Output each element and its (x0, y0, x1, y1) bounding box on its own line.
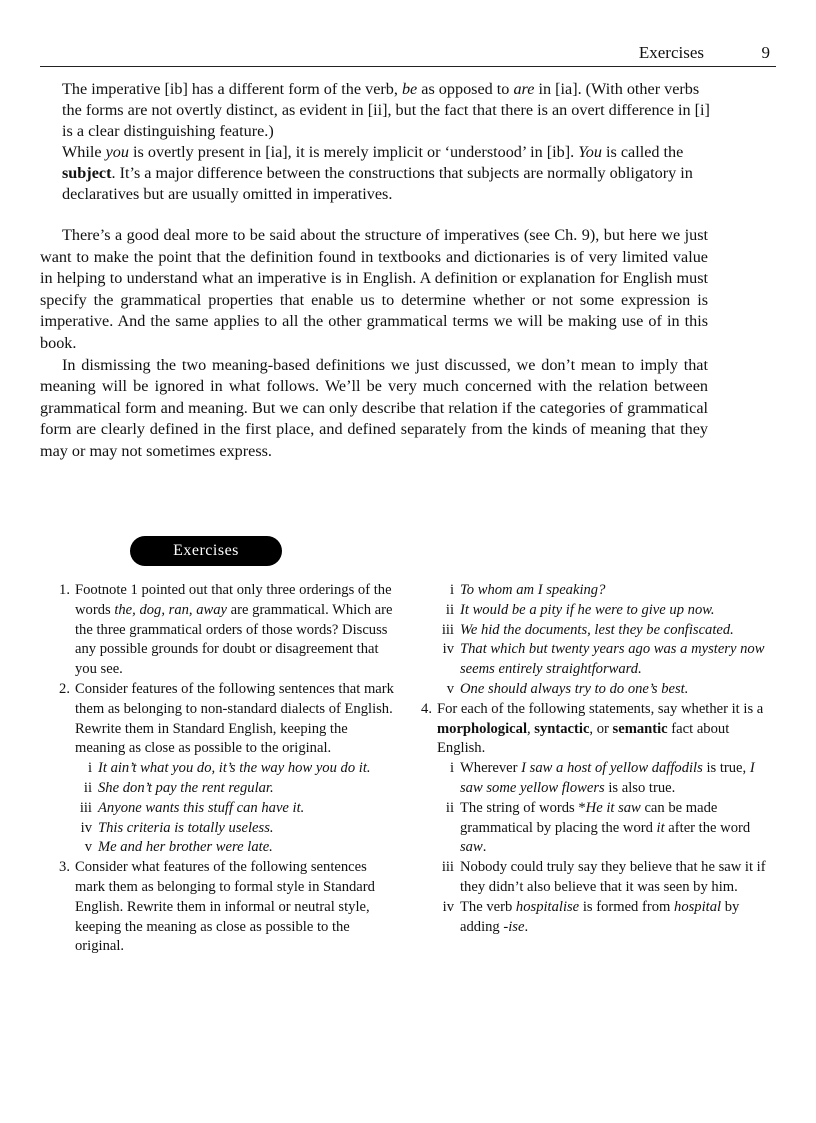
exercise-4-item: ii The string of words *He it saw can be made grammatical by placing the word it after the word saw. (445, 799, 751, 856)
running-header (40, 40, 776, 67)
exercise-2-item: iv This criteria is totally useless. (80, 819, 274, 836)
exercise-4-item: iv The verb hospitalise is formed from hospital by adding -ise. (442, 898, 740, 935)
intro-paragraph-2: While you is overtly present in [ia], it is merely implicit or ‘understood’ in [ib]. You is called the subject. It’s a major difference between the constructions that subjects are normally obligatory in declaratives but are usually omitted in imperatives. (62, 143, 693, 203)
page-number: 9 (761, 43, 770, 62)
exercise-4: 4. For each of the following statements, say whether it is a morphological, syntactic, or semantic fact about English. (421, 700, 764, 757)
exercise-4-item: iii Nobody could truly say they believe that he saw it if they didn’t also believe that it was seen by him. (441, 859, 766, 895)
exercise-3-item: iv That which but twenty years ago was a mystery now seems entirely straightforward. (442, 641, 765, 678)
exercise-1: 1. Footnote 1 pointed out that only three orderings of the words the, dog, ran, away are grammatical. Which are the three grammatical orders of those words? Discuss any possible grounds for doubt or disagreement that you see. (59, 582, 393, 678)
exercise-2: 2. Consider features of the following sentences that mark them as belonging to non-standard dialects of English. Rewrite them in Standard English, keeping the meaning as close as possible to the original. (59, 680, 394, 757)
exercise-2-item: ii She don’t pay the rent regular. (83, 779, 274, 796)
exercise-3-item: iii We hid the documents, lest they be confiscated. (441, 621, 734, 638)
body-paragraph-2: In dismissing the two meaning-based definitions we just discussed, we don’t mean to imply that meaning will be ignored in what follows. We’ll be very much concerned with the relation between grammatical form and meaning. But we can only describe that relation if the categories of grammatical form are clearly defined in the first place, and defined separately from the kinds of meaning that they may or may not sometimes express. (40, 355, 708, 460)
exercises-heading: Exercises (130, 536, 282, 566)
exercises-column-left (48, 581, 398, 957)
exercise-3-item: i To whom am I speaking? (449, 582, 606, 598)
exercise-3: 3. Consider what features of the following sentences mark them as belonging to formal style in Standard English. Rewrite them in informal or neutral style, keeping the meaning as close as possible to the original. (59, 859, 375, 955)
intro-paragraph-1: The imperative [ib] has a different form of the verb, be as opposed to are in [ia]. (With other verbs the forms are not overtly distinct, as evident in [ii], but the fact that there is an overt difference in [i] is a clear distinguishing feature.) (62, 80, 710, 140)
body-text (40, 225, 708, 463)
exercise-4-item: i Wherever I saw a host of yellow daffodils is true, I saw some yellow flowers is also true. (449, 760, 755, 796)
header-title: Exercises (638, 43, 704, 62)
exercise-2-item: iii Anyone wants this stuff can have it. (79, 799, 305, 816)
body-paragraph-1: There’s a good deal more to be said about the structure of imperatives (see Ch. 9), but here we just want to make the point that the definition found in textbooks and dictionaries is of very limited value in helping to understand what an imperative is in English. A definition or explanation for English must specify the grammatical properties that enable us to determine whether or not some expression is imperative. And the same applies to all the other grammatical terms we will be making use of in this book. (40, 226, 708, 352)
exercise-2-item: v Me and her brother were late. (84, 839, 273, 856)
exercise-3-item: v One should always try to do one’s best. (446, 680, 689, 697)
intro-block (62, 79, 722, 205)
exercise-2-item: i It ain’t what you do, it’s the way how you do it. (87, 760, 371, 777)
exercise-3-item: ii It would be a pity if he were to give up now. (445, 601, 715, 618)
exercises-column-right (410, 581, 766, 937)
term-subject: subject (62, 164, 112, 182)
